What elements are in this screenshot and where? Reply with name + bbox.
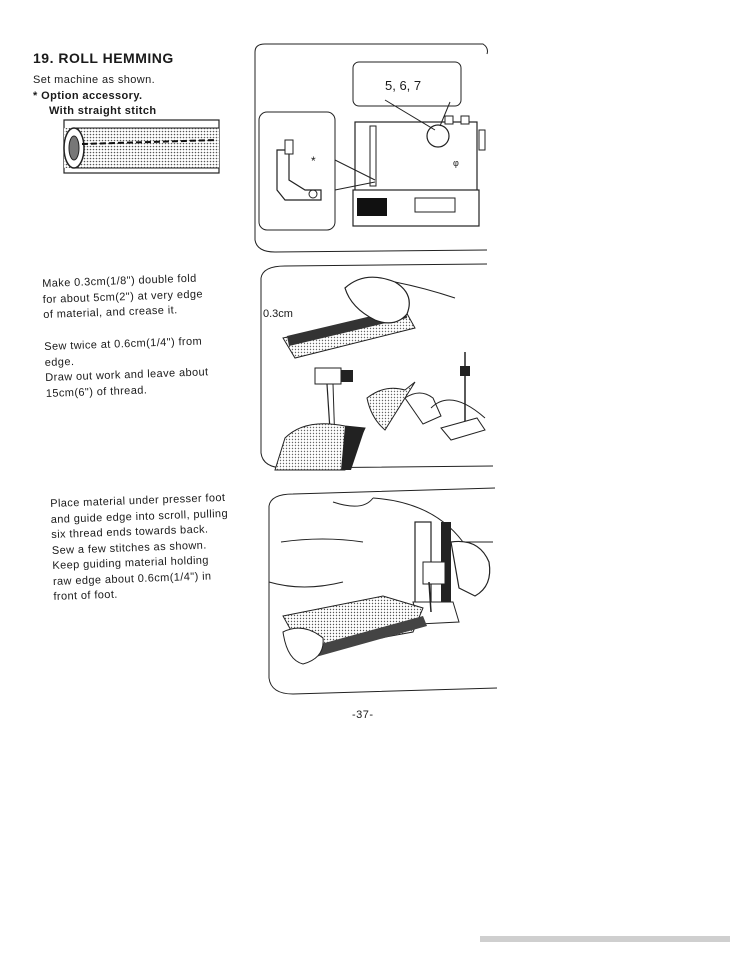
machine-setup-figure — [245, 40, 490, 255]
step2-line: edge. — [44, 355, 75, 369]
step1-line: for about 5cm(2") at very edge — [42, 287, 204, 306]
intro-text — [33, 73, 157, 120]
page-number: -37- — [352, 709, 374, 721]
step3-line: raw edge about 0.6cm(1/4") in — [52, 569, 212, 588]
step2-line: Sew twice at 0.6cm(1/4") from — [44, 335, 203, 353]
fold-and-sew-figure — [255, 258, 495, 473]
section-number: 19 — [33, 50, 50, 66]
step3-line: Keep guiding material holding — [52, 554, 210, 572]
option-mark: * — [311, 154, 316, 168]
step3-line: six thread ends towards back. — [51, 523, 209, 541]
step1-line: of material, and crease it. — [43, 304, 178, 321]
step3-line: and guide edge into scroll, pulling — [50, 507, 229, 526]
step3-line: Sew a few stitches as shown. — [51, 539, 207, 557]
step2-text — [44, 334, 209, 402]
step1-text — [42, 271, 204, 323]
step3-text — [50, 491, 231, 606]
rolled-hem-illustration — [62, 118, 222, 176]
scan-edge — [480, 936, 730, 942]
machine-setting-label: 5, 6, 7 — [385, 78, 422, 93]
intro-line-2: * Option accessory. — [33, 89, 143, 102]
intro-line-3: With straight stitch — [49, 105, 157, 117]
step2-line: 15cm(6") of thread. — [45, 383, 148, 400]
intro-line-1: Set machine as shown. — [33, 74, 156, 86]
section-title: 19. ROLL HEMMING — [33, 50, 174, 66]
section-title-text: ROLL HEMMING — [58, 50, 174, 66]
step1-line: Make 0.3cm(1/8") double fold — [42, 272, 197, 290]
step3-line: Place material under presser foot — [50, 491, 226, 510]
svg-text:φ: φ — [453, 158, 459, 168]
step3-line: front of foot. — [53, 588, 118, 603]
fold-width-label: 0.3cm — [263, 308, 293, 320]
guide-into-scroll-figure — [263, 482, 499, 698]
step2-line: Draw out work and leave about — [45, 366, 209, 384]
